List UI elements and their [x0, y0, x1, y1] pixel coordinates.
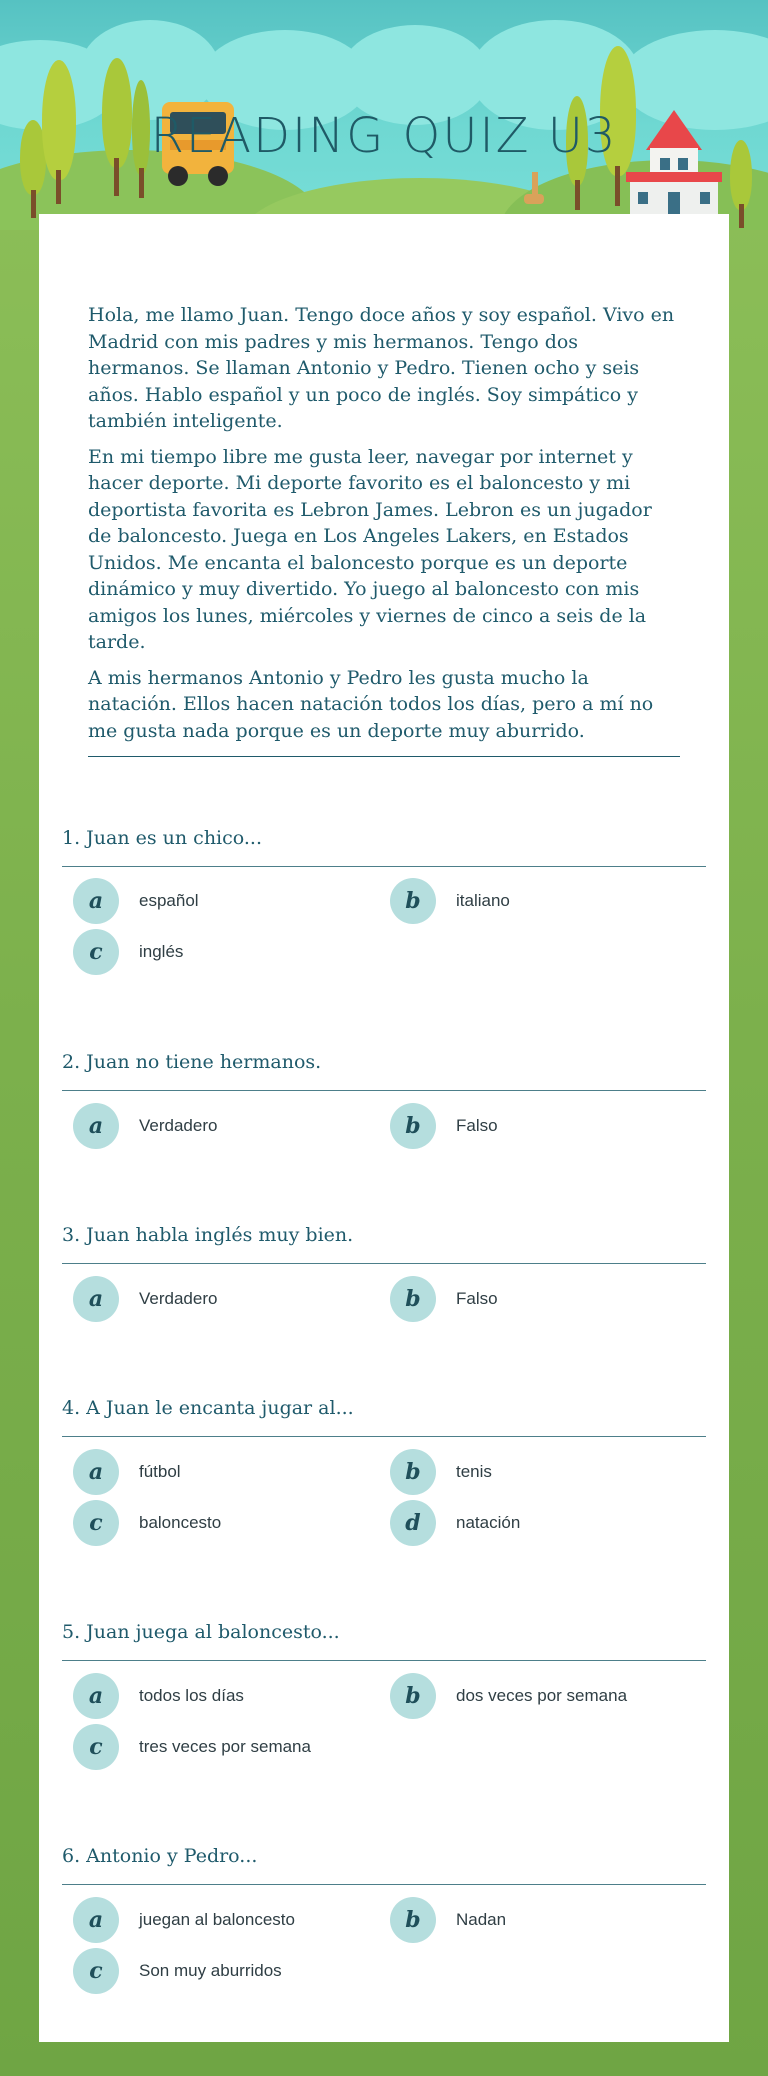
option-q3-a[interactable]: [73, 1276, 217, 1322]
question-5: [62, 1618, 706, 1661]
option-label: baloncesto: [139, 1513, 222, 1532]
option-label: tres veces por semana: [139, 1737, 311, 1756]
option-q4-d[interactable]: [390, 1500, 520, 1546]
option-q4-c[interactable]: [73, 1500, 221, 1546]
option-letter: a: [73, 1673, 119, 1719]
question-2: [62, 1048, 706, 1091]
question-4: [62, 1394, 706, 1437]
option-letter: a: [73, 1276, 119, 1322]
option-letter: a: [73, 1103, 119, 1149]
option-letter: b: [390, 1276, 436, 1322]
passage-divider: [88, 756, 680, 757]
option-q6-c[interactable]: [73, 1948, 282, 1994]
option-letter: b: [390, 1673, 436, 1719]
question-divider: [62, 1263, 706, 1264]
question-6: [62, 1842, 706, 1885]
option-letter: a: [73, 1449, 119, 1495]
option-label: fútbol: [139, 1462, 181, 1481]
option-label: Falso: [456, 1289, 498, 1308]
option-q4-a[interactable]: [73, 1449, 181, 1495]
option-label: Verdadero: [139, 1289, 218, 1308]
option-label: inglés: [139, 942, 184, 961]
option-letter: c: [73, 929, 119, 975]
option-label: Verdadero: [139, 1116, 218, 1135]
option-q5-a[interactable]: [73, 1673, 244, 1719]
question-divider: [62, 1660, 706, 1661]
option-letter: a: [73, 878, 119, 924]
option-letter: a: [73, 1897, 119, 1943]
option-label: italiano: [456, 891, 510, 910]
option-q3-b[interactable]: [390, 1276, 498, 1322]
reading-passage: [88, 302, 678, 753]
option-letter: d: [390, 1500, 436, 1546]
option-letter: c: [73, 1948, 119, 1994]
option-letter: b: [390, 1103, 436, 1149]
option-label: español: [139, 891, 199, 910]
question-text: 5. Juan juega al baloncesto...: [62, 1621, 340, 1643]
option-q2-b[interactable]: [390, 1103, 498, 1149]
question-text: 4. A Juan le encanta jugar al...: [62, 1397, 354, 1419]
option-letter: c: [73, 1500, 119, 1546]
question-text: 6. Antonio y Pedro...: [62, 1845, 258, 1867]
giraffe-illustration: [522, 172, 546, 212]
option-label: Nadan: [456, 1910, 507, 1929]
passage-paragraph: En mi tiempo libre me gusta leer, navegar por internet y hacer deporte. Mi deporte favorito es el baloncesto y mi deportista favorita es Lebron James. Lebron es un jugador de baloncesto. Juega en Los Angeles Lakers, en Estados Unidos. Me encanta el baloncesto porque es un deporte dinámico y muy divertido. Yo juego al baloncesto con mis amigos los lunes, miércoles y viernes de cinco a seis de la tarde.: [88, 445, 652, 653]
option-label: natación: [456, 1513, 521, 1532]
option-letter: b: [390, 878, 436, 924]
option-label: juegan al baloncesto: [139, 1910, 295, 1929]
option-q6-a[interactable]: [73, 1897, 295, 1943]
option-q6-b[interactable]: [390, 1897, 506, 1943]
option-letter: b: [390, 1897, 436, 1943]
option-label: todos los días: [139, 1686, 244, 1705]
question-text: 3. Juan habla inglés muy bien.: [62, 1224, 354, 1246]
question-3: [62, 1221, 706, 1264]
question-divider: [62, 1090, 706, 1091]
option-q5-c[interactable]: [73, 1724, 311, 1770]
option-q4-b[interactable]: [390, 1449, 492, 1495]
question-1: [62, 824, 706, 867]
question-divider: [62, 866, 706, 867]
page-title: READING QUIZ U3: [150, 108, 618, 164]
option-letter: b: [390, 1449, 436, 1495]
question-text: 2. Juan no tiene hermanos.: [62, 1051, 322, 1073]
option-label: tenis: [456, 1462, 492, 1481]
option-q1-c[interactable]: [73, 929, 183, 975]
question-divider: [62, 1884, 706, 1885]
quiz-card: [39, 214, 729, 2042]
option-letter: c: [73, 1724, 119, 1770]
option-q1-b[interactable]: [390, 878, 510, 924]
question-text: 1. Juan es un chico...: [62, 827, 262, 849]
option-label: dos veces por semana: [456, 1686, 628, 1705]
option-q5-b[interactable]: [390, 1673, 627, 1719]
option-label: Son muy aburridos: [139, 1961, 282, 1980]
passage-paragraph: Hola, me llamo Juan. Tengo doce años y soy español. Vivo en Madrid con mis padres y mis hermanos. Tengo dos hermanos. Se llaman Antonio y Pedro. Tienen ocho y seis años. Hablo español y un poco de inglés. Soy simpático y también inteligente.: [88, 304, 675, 432]
question-divider: [62, 1436, 706, 1437]
option-q1-a[interactable]: [73, 878, 199, 924]
option-q2-a[interactable]: [73, 1103, 217, 1149]
header-banner: [0, 0, 768, 230]
passage-paragraph: A mis hermanos Antonio y Pedro les gusta mucho la natación. Ellos hacen natación todos los días, pero a mí no me gusta nada porque es un deporte muy aburrido.: [88, 666, 654, 742]
option-label: Falso: [456, 1116, 498, 1135]
